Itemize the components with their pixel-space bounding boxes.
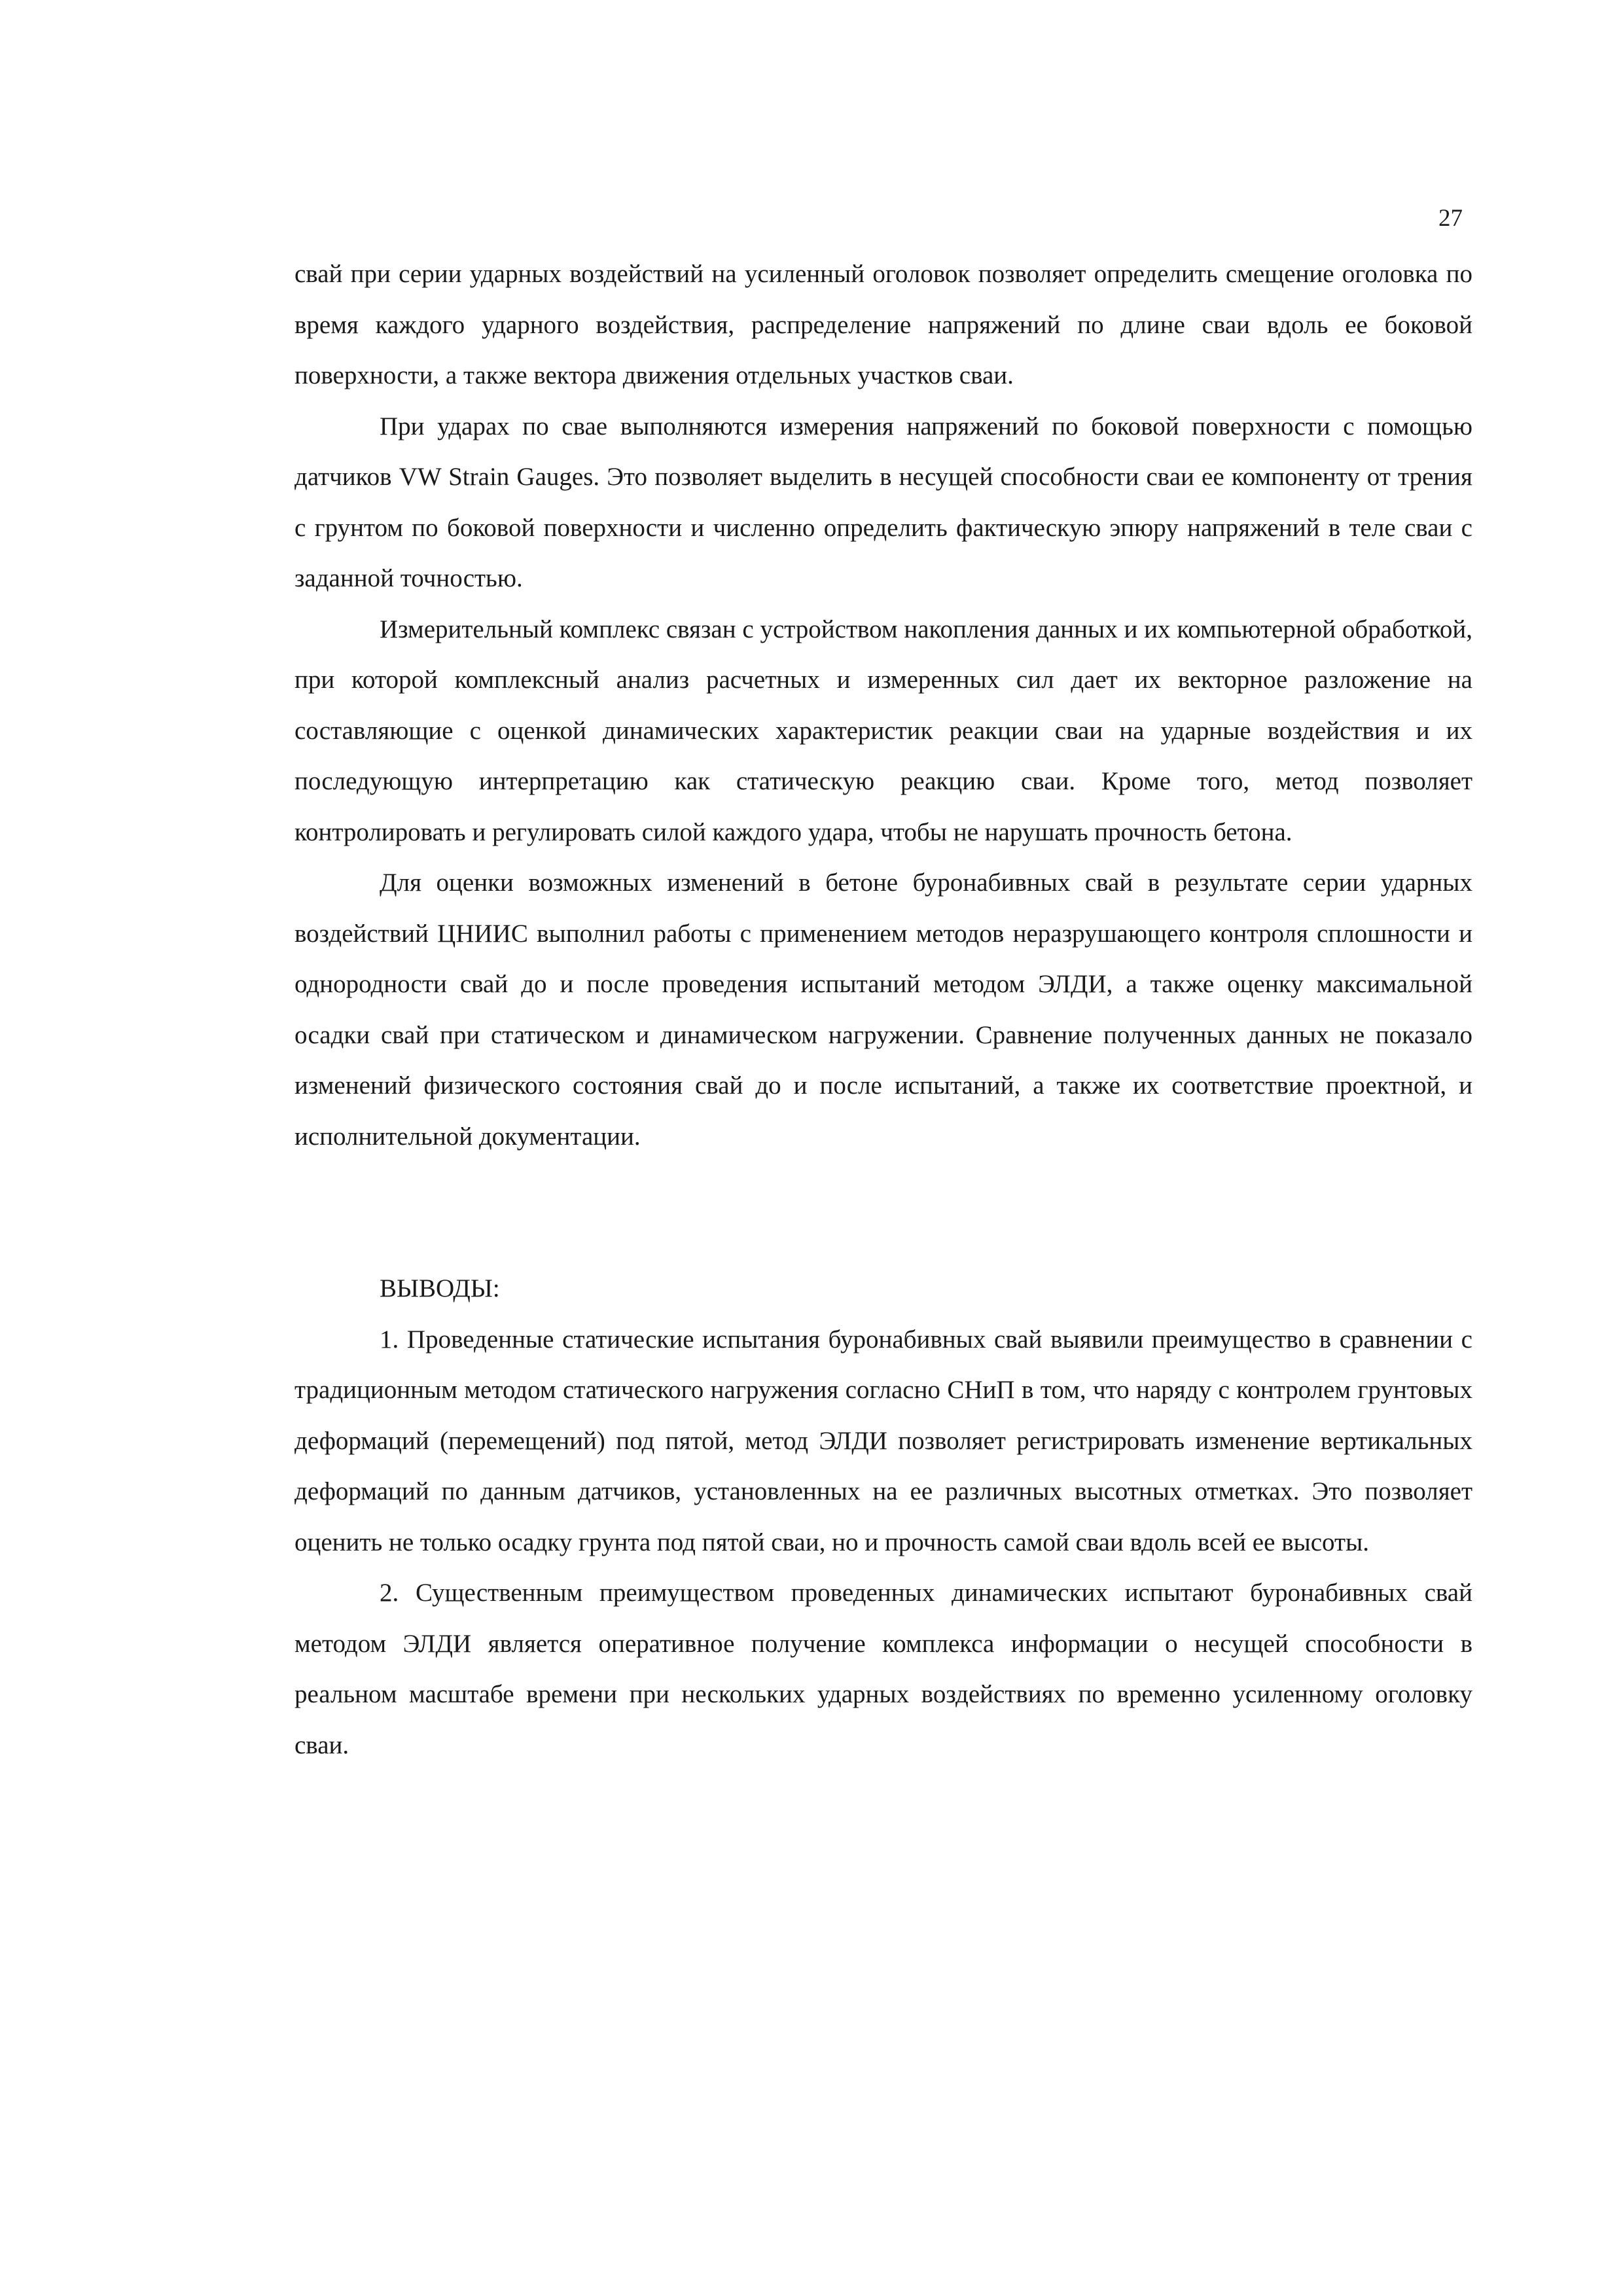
paragraph-strain-gauges: При ударах по свае выполняются измерения напряжений по боковой поверхности с помощью датчиков VW Strain Gauges. Это позволяет выделить в несущей способности сваи ее компоненту от трения с грунтом по боковой поверхности и численно определить фактическую эпюру напряжений в теле сваи с заданной точностью. bbox=[294, 412, 1472, 592]
body-text bbox=[294, 249, 1472, 1770]
conclusions-heading: ВЫВОДЫ: bbox=[380, 1274, 500, 1302]
paragraph-measuring-complex: Измерительный комплекс связан с устройством накопления данных и их компьютерной обработкой, при которой комплексный анализ расчетных и измеренных сил дает их векторное разложение на составляющие с оценкой динамических характеристик реакции сваи на ударные воздействия и их последующую интерпретацию как статическую реакцию сваи. Кроме того, метод позволяет контролировать и регулировать силой каждого удара, чтобы не нарушать прочность бетона. bbox=[294, 615, 1472, 846]
section-spacer bbox=[294, 1162, 1472, 1263]
conclusion-item-1: 1. Проведенные статические испытания буронабивных свай выявили преимущество в сравнении с традиционным методом статического нагружения согласно СНиП в том, что наряду с контролем грунтовых деформаций (перемещений) под пятой, метод ЭЛДИ позволяет регистрировать изменение вертикальных деформаций по данным датчиков, установленных на ее различных высотных отметках. Это позволяет оценить не только осадку грунта под пятой сваи, но и прочность самой сваи вдоль всей ее высоты. bbox=[294, 1325, 1472, 1556]
page-number: 27 bbox=[1438, 205, 1463, 232]
conclusion-item-2: 2. Существенным преимуществом проведенных динамических испытают буронабивных свай методом ЭЛДИ является оперативное получение комплекса информации о несущей способности в реальном масштабе времени при нескольких ударных воздействиях по временно усиленному оголовку сваи. bbox=[294, 1579, 1472, 1759]
paragraph-nondestructive-testing: Для оценки возможных изменений в бетоне буронабивных свай в результате серии ударных воздействий ЦНИИС выполнил работы с применением методов неразрушающего контроля сплошности и однородности свай до и после проведения испытаний методом ЭЛДИ, а также оценку максимальной осадки свай при статическом и динамическом нагружении. Сравнение полученных данных не показало изменений физического состояния свай до и после испытаний, а также их соответствие проектной, и исполнительной документации. bbox=[294, 869, 1472, 1151]
paragraph-continuation: свай при серии ударных воздействий на усиленный оголовок позволяет определить смещение оголовка по время каждого ударного воздействия, распределение напряжений по длине сваи вдоль ее боковой поверхности, а также вектора движения отдельных участков сваи. bbox=[294, 260, 1472, 389]
